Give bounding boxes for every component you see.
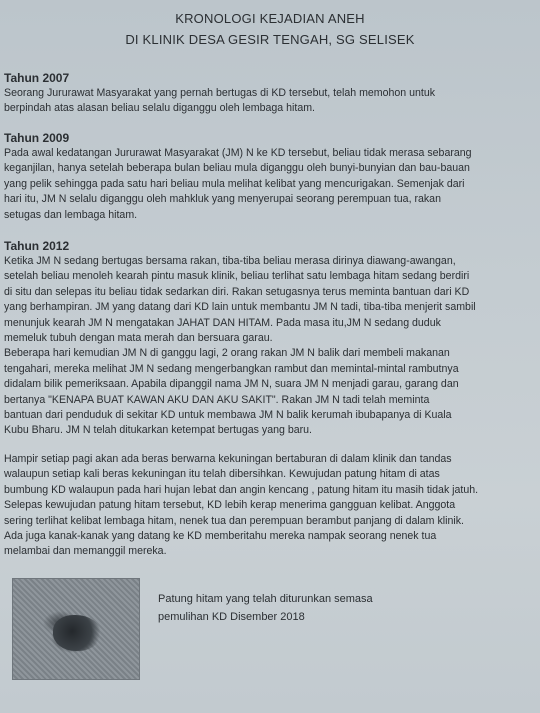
text-line: setelah beliau menoleh kearah pintu masuk klinik, beliau terlihat satu lembaga hitam sedang berdiri — [4, 270, 470, 283]
photo-caption — [158, 590, 518, 626]
section-paragraph — [4, 452, 532, 560]
text-line: bertanya "KENAPA BUAT KAWAN AKU DAN AKU SAKIT". Rakan JM N tadi telah meminta — [4, 393, 430, 406]
black-effigy-photo — [12, 578, 140, 680]
text-line: didalam bilik pemeriksaan. Apabila dipanggil nama JM N, suara JM N menjadi garau, garang dan — [4, 378, 459, 391]
section-2009 — [4, 130, 532, 223]
text-line: yang berhampiran. JM yang datang dari KD lain untuk membantu JM N tadi, tiba-tiba menjerit sambil — [4, 301, 476, 314]
section-paragraph — [4, 146, 532, 223]
text-line: hari itu, JM N selalu diganggu oleh mahkluk yang menyerupai seorang perempuan tua, rakan — [4, 193, 441, 206]
text-line: menunjuk kearah JM N mengatakan JAHAT DAN HITAM. Pada masa itu,JM N sedang duduk — [4, 316, 441, 329]
section-year: Tahun 2012 — [4, 239, 70, 253]
section-paragraph — [4, 254, 532, 439]
text-line: setugas dan lembaga hitam. — [4, 208, 138, 221]
text-line: bumbung KD walaupun pada hari hujan lebat dan angin kencang , patung hitam itu masih tidak jatuh. — [4, 483, 479, 496]
caption-line-2: pemulihan KD Disember 2018 — [158, 611, 305, 623]
section-2012 — [4, 238, 532, 439]
text-line: Ketika JM N sedang bertugas bersama rakan, tiba-tiba beliau merasa dirinya diawang-awangan, — [4, 255, 456, 267]
text-line: melambai dan memanggil mereka. — [4, 545, 167, 558]
section-year: Tahun 2007 — [4, 71, 70, 85]
text-line: Hampir setiap pagi akan ada beras berwarna kekuningan bertaburan di dalam klinik dan tandas — [4, 453, 452, 465]
text-line: Selepas kewujudan patung hitam tersebut, KD lebih kerap menerima gangguan kelibat. Anggota — [4, 499, 456, 512]
text-line: keganjilan, hanya setelah beberapa bulan beliau mula diganggu oleh bunyi-bunyian dan bau-bauan — [4, 162, 470, 175]
text-line: bantuan dari penduduk di sekitar KD untuk membawa JM N balik kerumah ibubapanya di Kuala — [4, 409, 452, 422]
section-year: Tahun 2009 — [4, 131, 70, 145]
text-line: Kubu Bharu. JM N telah ditukarkan ketempat bertugas yang baru. — [4, 424, 312, 437]
text-line: Seorang Jururawat Masyarakat yang pernah bertugas di KD tersebut, telah memohon untuk — [4, 87, 436, 99]
section-closing — [4, 452, 532, 560]
text-line: sering terlihat kelibat lembaga hitam, nenek tua dan perempuan berambut panjang di dalam klinik. — [4, 514, 464, 527]
section-paragraph — [4, 86, 532, 117]
text-line: Pada awal kedatangan Jururawat Masyarakat (JM) N ke KD tersebut, beliau tidak merasa sebarang — [4, 147, 472, 159]
text-line: Beberapa hari kemudian JM N di ganggu lagi, 2 orang rakan JM N balik dari membeli makanan — [4, 347, 450, 360]
text-line: Ada juga kanak-kanak yang datang ke KD memberitahu mereka nampak seorang nenek tua — [4, 530, 437, 543]
document-title-line-2: DI KLINIK DESA GESIR TENGAH, SG SELISEK — [125, 32, 415, 47]
text-line: tengahari, mereka melihat JM N sedang mengerbangkan rambut dan memintal-mintal rambutnya — [4, 362, 459, 375]
text-line: di situ dan selepas itu beliau tidak sedarkan diri. Rakan setugasnya terus meminta bantuan dari KD — [4, 285, 470, 298]
text-line: berpindah atas alasan beliau selalu diganggu oleh lembaga hitam. — [4, 102, 315, 115]
caption-line-1: Patung hitam yang telah diturunkan semasa — [158, 593, 373, 605]
text-line: memeluk tubuh dengan mata merah dan bersuara garau. — [4, 332, 273, 345]
text-line: walaupun setiap kali beras kekuningan itu telah dibersihkan. Kewujudan patung hitam di atas — [4, 468, 440, 481]
document-title-line-1: KRONOLOGI KEJADIAN ANEH — [175, 11, 365, 26]
text-line: yang pelik sehingga pada satu hari beliau mula melihat kelibat yang mencurigakan. Semenjak dari — [4, 177, 465, 190]
effigy-figure — [53, 615, 101, 651]
section-2007 — [4, 70, 532, 117]
